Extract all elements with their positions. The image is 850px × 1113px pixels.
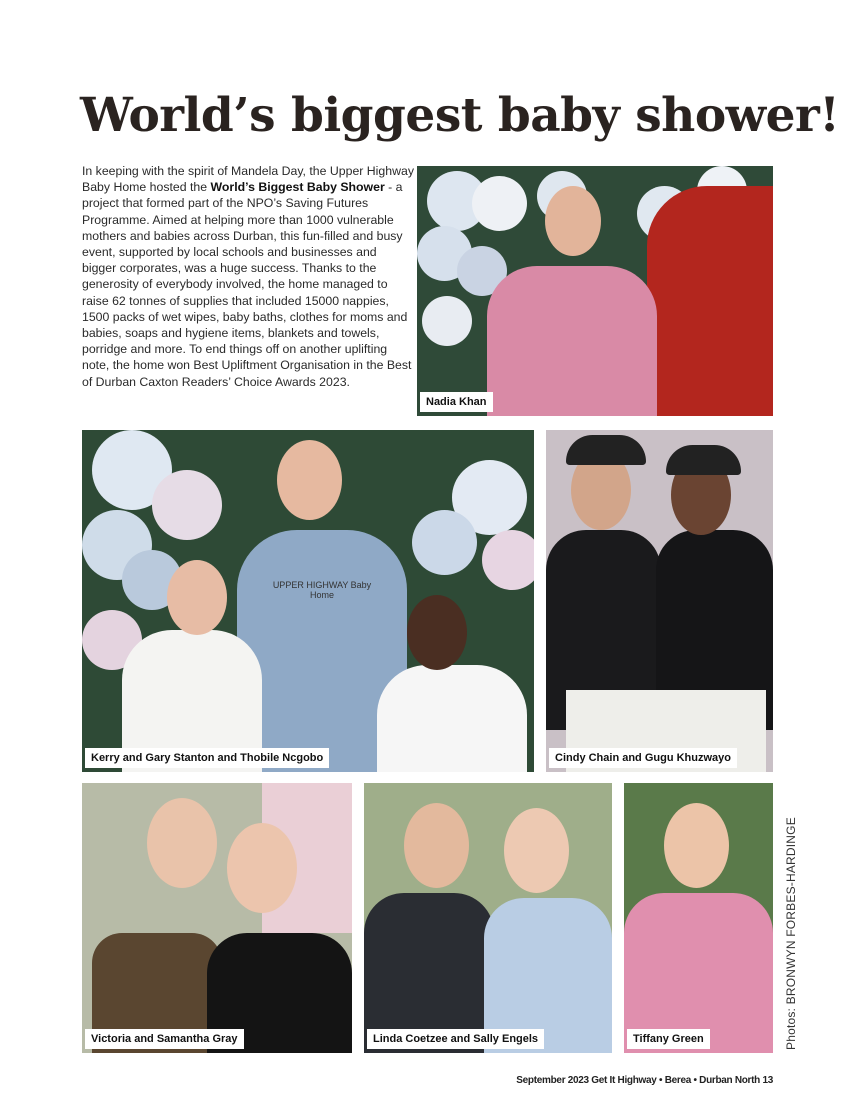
photo-coetzee-engels [364,783,612,1053]
article-rest: - a project that formed part of the NPO’s Saving Futures Programme. Aimed at helping more than 1000 vulnerable mothers and babies across Durban, this fun-filled and busy event, supported by local schools and businesses and bigger corporates, was a huge success. Thanks to the generosity of everybody involved, the home managed to raise 62 tonnes of supplies that included 15000 nappies, 1500 packs of wet wipes, baby baths, clothes for moms and babies, soaps and hygiene items, blankets and towels, porridge and more. To end things off on another uplifting note, the home won Best Upliftment Organisation in the Best of Durban Caxton Readers’ Choice Awards 2023. [82,180,412,389]
photo-caption: Linda Coetzee and Sally Engels [367,1029,544,1049]
photo-caption: Cindy Chain and Gugu Khuzwayo [549,748,737,768]
photo-credit: Photos: BRONWYN FORBES-HARDINGE [784,817,798,1050]
photo-caption: Tiffany Green [627,1029,710,1049]
page-footer: September 2023 Get It Highway • Berea • Durban North 13 [516,1075,773,1086]
article-body [82,163,414,390]
article-intro: In keeping with the spirit of Mandela Day, the Upper Highway Baby Home hosted the [82,164,414,195]
photo-caption: Victoria and Samantha Gray [85,1029,244,1049]
photo-caption: Kerry and Gary Stanton and Thobile Ncgobo [85,748,329,768]
shirt-text: UPPER HIGHWAY Baby Home [272,580,372,600]
photo-gray [82,783,352,1053]
photo-stanton-ncgobo [82,430,534,772]
photo-nadia-khan [417,166,773,416]
photo-tiffany-green [624,783,773,1053]
photo-caption: Nadia Khan [420,392,493,412]
headline: World’s biggest baby shower! [80,88,840,143]
photo-chain-khuzwayo [546,430,773,772]
article-bold-text: World’s Biggest Baby Shower [210,180,385,195]
